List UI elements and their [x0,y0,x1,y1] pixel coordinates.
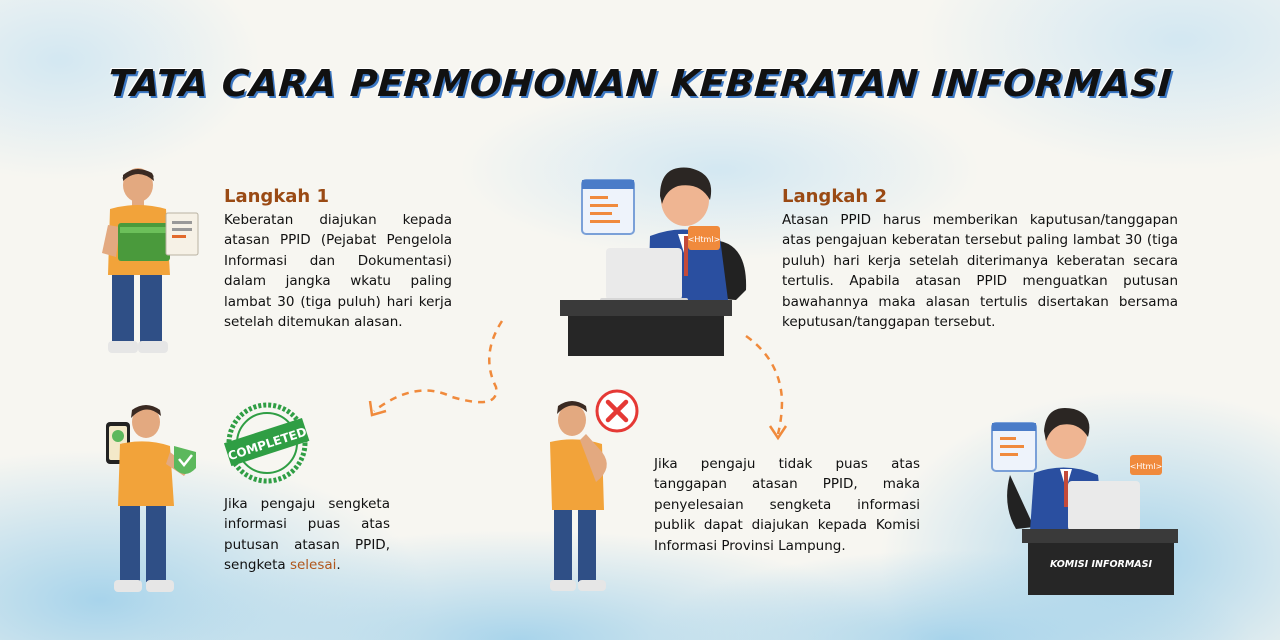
desk-label: KOMISI INFORMASI [1049,559,1153,570]
satisfied-text-end: . [336,557,341,574]
red-cross-icon [594,388,640,434]
dashed-arrow-to-completed [360,315,510,425]
person-holding-phone-illustration [104,402,204,598]
html-tag-badge-text: <Html> [687,235,721,244]
satisfied-text-highlight: selesai [289,557,337,574]
step-2-heading: Langkah 2 [782,186,888,207]
step-1-text: Keberatan diajukan kepada atasan PPID (Pejabat Pengelola Informasi dan Dokumentasi) dalam jangka wkatu paling lambat 30 (tiga puluh) hari kerja setelah ditemukan alasan. [224,212,452,331]
step-2-text: Atasan PPID harus memberikan kaputusan/tanggapan atas pengajuan keberatan tersebut paling lambat 30 (tiga puluh) hari kerja setelah diterimanya keberatan secara tertulis. Apabila atasan PPID menguatkan putusan bawahannya maka alasan tertulis disertakan bersama keputusan/tanggapan tersebut. [782,212,1178,331]
completed-stamp-text: COMPLETED [226,424,309,464]
komisi-informasi-desk-illustration [990,405,1180,601]
dashed-arrow-to-not-satisfied [740,330,800,445]
satisfied-text [224,494,390,576]
html-tag-badge-text-2: <Html> [1129,462,1163,471]
page-title: TATA CARA PERMOHONAN KEBERATAN INFORMASI [106,62,1174,105]
officer-at-desk-illustration [560,160,760,358]
not-satisfied-text: Jika pengaju tidak puas atas tanggapan atasan PPID, maka penyelesaian sengketa informasi publik dapat diajukan kepada Komisi Informasi Provinsi Lampung. [654,456,920,554]
person-holding-documents-illustration [98,165,208,360]
completed-stamp [224,402,310,484]
step-1-heading: Langkah 1 [224,186,330,207]
satisfied-text-main: Jika pengaju sengketa informasi puas atas putusan atasan PPID, sengketa [224,496,390,574]
